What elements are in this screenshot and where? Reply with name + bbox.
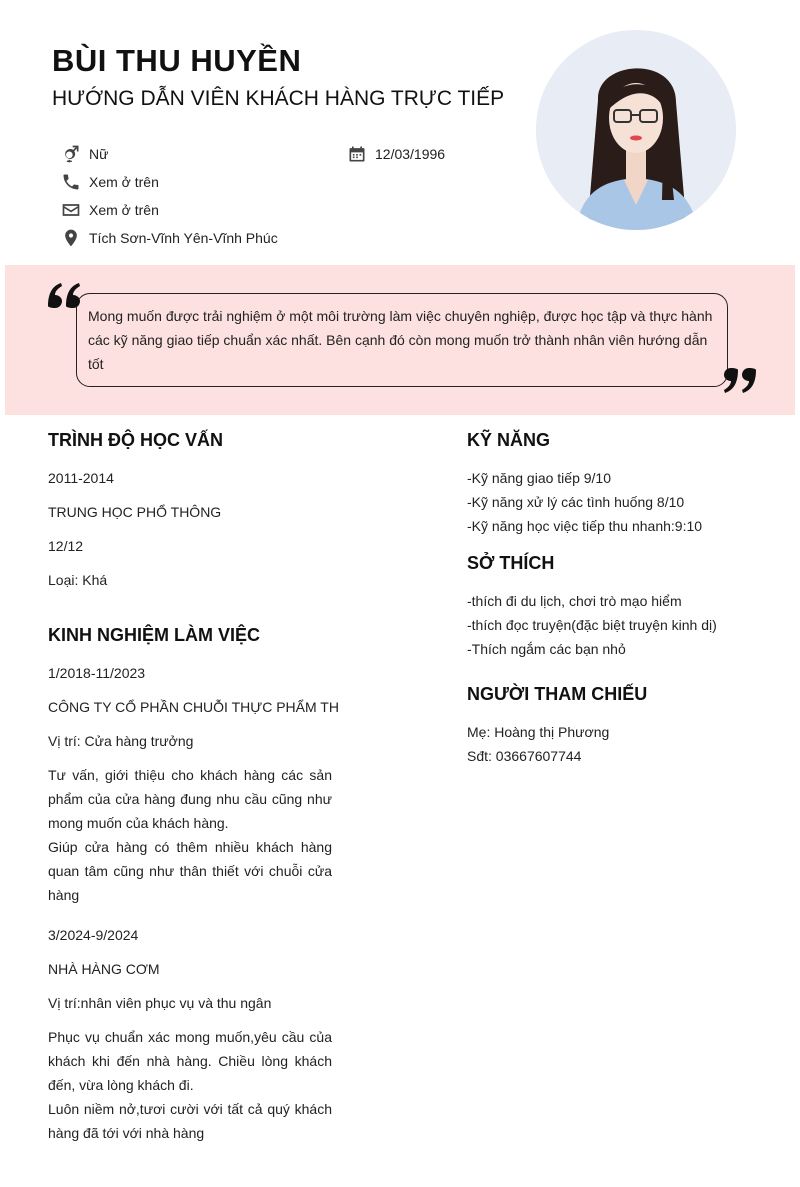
address-value: Tích Sơn-Vĩnh Yên-Vĩnh Phúc xyxy=(89,230,278,246)
reference-heading: NGƯỜI THAM CHIẾU xyxy=(467,684,648,704)
skill-item: -Kỹ năng học việc tiếp thu nhanh:9:10 xyxy=(467,518,703,534)
job-company: NHÀ HÀNG CƠM xyxy=(48,961,160,977)
job-title: HƯỚNG DẪN VIÊN KHÁCH HÀNG TRỰC TIẾP xyxy=(52,87,505,110)
hobby-item: -thích đi du lịch, chơi trò mạo hiểm xyxy=(467,593,682,609)
job-position: Vị trí: Cửa hàng trưởng xyxy=(48,733,194,749)
education-rank: Loại: Khá xyxy=(48,572,108,588)
skills-heading: KỸ NĂNG xyxy=(467,430,551,450)
address-row xyxy=(60,227,278,249)
phone-row xyxy=(60,171,159,193)
hobbies-heading: SỞ THÍCH xyxy=(467,553,555,573)
quote-open-icon xyxy=(46,280,82,310)
job-description: Luôn niềm nở,tươi cười với tất cả quý khách hàng đã tới với nhà hàng xyxy=(48,1101,332,1141)
profile-photo xyxy=(536,30,736,230)
education-period: 2011-2014 xyxy=(48,470,114,486)
job-period: 3/2024-9/2024 xyxy=(48,927,139,943)
job-company: CÔNG TY CỔ PHẦN CHUỖI THỰC PHẨM TH xyxy=(48,699,339,715)
gender-value: Nữ xyxy=(89,146,109,162)
phone-value: Xem ở trên xyxy=(89,174,159,190)
hobby-item: -Thích ngắm các bạn nhỏ xyxy=(467,641,626,657)
experience-heading: KINH NGHIỆM LÀM VIỆC xyxy=(48,625,261,645)
education-heading: TRÌNH ĐỘ HỌC VẤN xyxy=(48,430,223,450)
reference-person: Mẹ: Hoàng thị Phương xyxy=(467,724,610,740)
email-value: Xem ở trên xyxy=(89,202,159,218)
birthday-value: 12/03/1996 xyxy=(375,146,446,162)
email-row xyxy=(60,199,159,221)
quote-close-icon xyxy=(722,366,758,396)
job-description: Giúp cửa hàng có thêm nhiều khách hàng quan tâm cũng như thân thiết với chuỗi cửa hàng xyxy=(48,839,332,903)
education-school: TRUNG HỌC PHỔ THÔNG xyxy=(48,504,222,520)
job-position: Vị trí:nhân viên phục vụ và thu ngân xyxy=(48,995,272,1011)
email-icon xyxy=(60,199,82,221)
gender-row xyxy=(60,143,108,165)
candidate-name: BÙI THU HUYỀN xyxy=(52,43,302,78)
calendar-icon xyxy=(346,143,368,165)
education-grade: 12/12 xyxy=(48,538,84,554)
location-icon xyxy=(60,227,82,249)
skill-item: -Kỹ năng xử lý các tình huống 8/10 xyxy=(467,494,685,510)
phone-icon xyxy=(60,171,82,193)
job-period: 1/2018-11/2023 xyxy=(48,665,146,681)
reference-phone: Sđt: 03667607744 xyxy=(467,748,582,764)
objective-text: Mong muốn được trải nghiệm ở một môi trường làm việc chuyên nghiệp, được học tập và thực hành các kỹ năng giao tiếp chuẩn xác nhất. Bên cạnh đó còn mong muốn trở thành nhân viên hướng dẫn tốt xyxy=(88,308,713,372)
birthday-row xyxy=(346,143,445,165)
job-description: Phục vụ chuẩn xác mong muốn,yêu cầu của khách khi đến nhà hàng. Chiều lòng khách đến, vừa lòng khách đi. xyxy=(48,1029,332,1093)
gender-icon xyxy=(60,143,82,165)
skill-item: -Kỹ năng giao tiếp 9/10 xyxy=(467,470,611,486)
hobby-item: -thích đọc truyện(đặc biệt truyện kinh dị) xyxy=(467,617,717,633)
job-description: Tư vấn, giới thiệu cho khách hàng các sản phẩm của cửa hàng đung nhu cầu cũng như mong muốn của khách hàng. xyxy=(48,767,332,831)
